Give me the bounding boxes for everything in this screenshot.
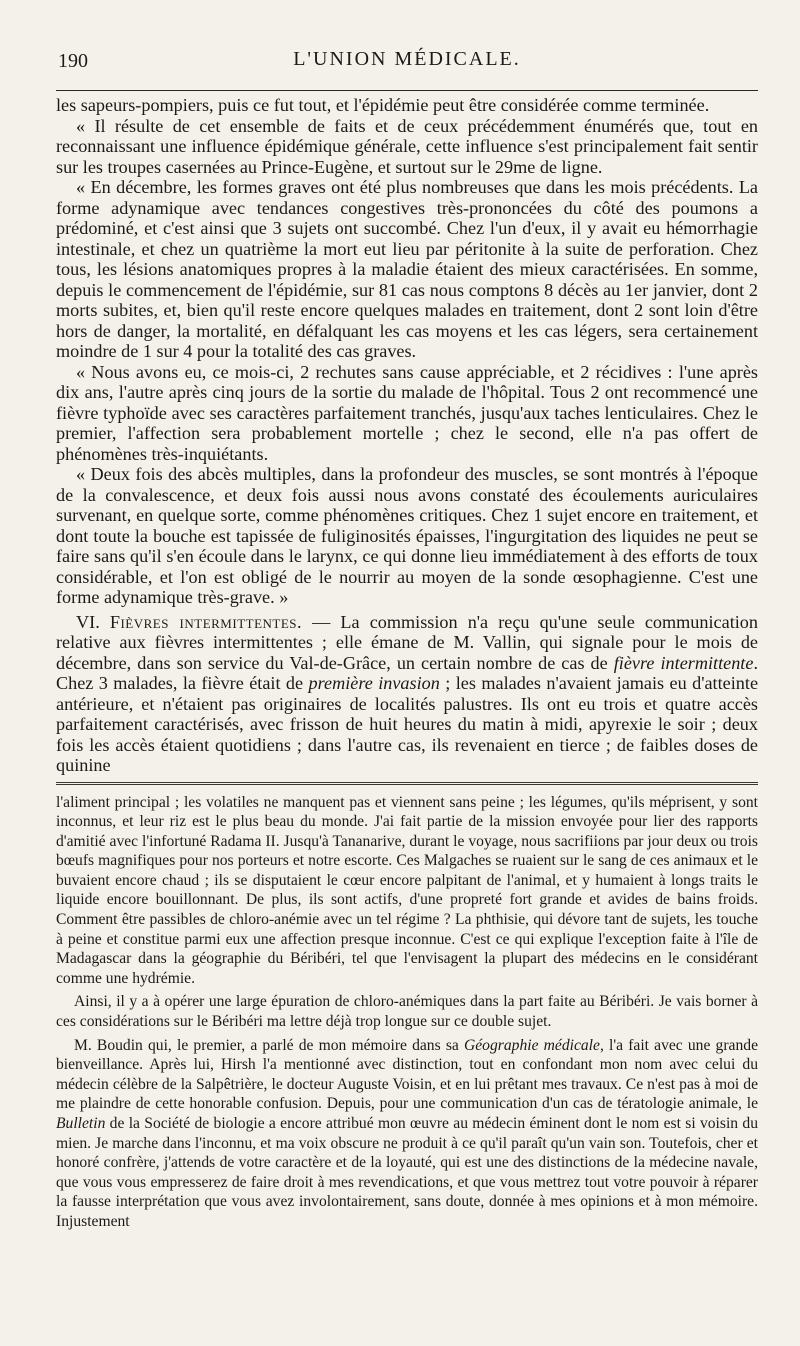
paragraph-2: « Il résulte de cet ensemble de faits et de ceux précédemment énumérés que, tout en reconnaissant une influence épidémique générale, cette influence s'est principalement fait sentir sur les troupes casernées au Prince-Eugène, et surtout sur le 29me de ligne. <box>56 115 758 177</box>
section-vi <box>56 612 758 776</box>
section-italic-1: fièvre intermittente <box>613 652 754 673</box>
footnote-rule <box>56 782 758 785</box>
paragraph-3: « En décembre, les formes graves ont été plus nombreuses que dans les mois précédents. La forme adynamique avec tendances congestives très-prononcées du côté des poumons a prédominé, et c'est ainsi que 3 sujets ont succombé. Chez l'un d'eux, il y avait eu hémorrhagie intestinale, et chez un quatrième la mort eut lieu par péritonite à la suite de perforation. Chez tous, les lésions anatomiques propres à la maladie étaient des mieux caractérisées. En somme, depuis le commencement de l'épidémie, sur 81 cas nous comptons 8 décès au 1er janvier, dont 2 morts subites, et, bien qu'il reste encore quelques malades en traitement, dont 2 sont loin d'être hors de danger, la mortalité, en défalquant les cas moyens et les cas légers, sera certainement moindre de 1 sur 4 pour la totalité des cas graves. <box>56 177 758 361</box>
paragraph-5: « Deux fois des abcès multiples, dans la profondeur des muscles, se sont montrés à l'époque de la convalescence, et deux fois aussi nous avons constaté des écoulements auriculaires survenant, en quelque sorte, comme phénomènes critiques. Chez 1 sujet encore en traitement, et dont toute la bouche est tapissée de fuliginosités épaisses, l'ingurgitation des liquides ne peut se faire sans qu'il s'en écoule dans le larynx, ce qui donne lieu immédiatement à des efforts de toux considérable, et l'on est obligé de le nourrir au moyen de la sonde œsophagienne. C'est une forme adynamique très-grave. » <box>56 464 758 607</box>
paragraph-4: « Nous avons eu, ce mois-ci, 2 rechutes sans cause appréciable, et 2 récidives : l'une après dix ans, l'autre après cinq jours de la sortie du malade de l'hôpital. Tous 2 ont recommencé une fièvre typhoïde avec ses caractères parfaitement tranchés, jusqu'aux taches lenticulaires. Chez le premier, l'affection sera probablement mortelle ; chez le second, elle n'a pas offert de phénomènes très-inquiétants. <box>56 361 758 464</box>
section-number: VI. <box>76 611 100 632</box>
footnote-paragraph-3 <box>56 1036 758 1232</box>
footnote-paragraph-2: Ainsi, il y a à opérer une large épuration de chloro-anémiques dans la part faite au Béribéri. Je vais borner à ces considérations sur le Béribéri ma lettre déjà trop longue sur ce double sujet. <box>56 993 758 1031</box>
running-title: L'UNION MÉDICALE. <box>293 48 521 70</box>
footnote-italic-2: Bulletin <box>56 1115 106 1132</box>
section-text-3: ; les malades n'avaient jamais eu d'atteinte antérieure, et n'étaient pas originaires de localités palustres. Ils ont eu trois et quatre accès parfaitement caractérisés, avec frisson de huit heures du matin à midi, apyrexie le soir ; deux fois les accès étaient quotidiens ; dans l'autre cas, ils revenaient en tierce ; de faibles doses de quinine <box>56 673 759 775</box>
footnotes <box>56 793 758 1232</box>
page-number: 190 <box>58 50 88 72</box>
section-text-2: . Chez 3 malades, la fièvre était de <box>56 652 758 693</box>
main-text <box>56 95 758 776</box>
footnote-paragraph-1: l'aliment principal ; les volatiles ne manquent pas et viennent sans peine ; les légumes, qu'ils méprisent, y sont inconnus, et leur riz est le plus beau du monde. J'ai fait partie de la mission envoyée pour lier des rapports d'amitié avec l'infortuné Radama II. Jusqu'à Tananarive, durant le voyage, nous sacrifiions par jour deux ou trois bœufs magnifiques pour nos porteurs et notre escorte. Ces Malgaches se ruaient sur le sang de ces animaux et le buvaient encore chaud ; ils se disputaient le cœur encore palpitant de l'animal, et y humaient à longs traits le liquide encore bouillonnant. De plus, ils sont actifs, d'une propreté fort grande et avides de bains froids. Comment être passibles de chloro-anémie avec un tel régime ? La phthisie, qui dévore tant de sujets, les touche à peine et constitue parmi eux une affection presque inconnue. C'est ce qui explique l'exception faite à l'île de Madagascar dans la géographie du Béribéri, tel que l'envisagent la plupart des médecins en le considérant comme une hydrémie. <box>56 793 758 987</box>
section-text-1: — La commission n'a reçu qu'une seule communication relative aux fièvres intermittentes ; elle émane de M. Vallin, qui signale pour le mois de décembre, dans son service du Val-de-Grâce, un certain nombre de cas de <box>56 611 758 673</box>
footnote-text-c: de la Société de biologie a encore attribué mon œuvre au médecin éminent dont le nom est si voisin du mien. Je marche dans l'inconnu, et ma voix obscure ne produit à ce qu'il paraît qu'un vain son. Toutefois, cher et honoré confrère, j'attends de votre caractère et de la loyauté, qui est une des distinctions de la médecine navale, que vous vous empresserez de faire droit à mes revendications, et que vous mettrez tout votre pouvoir à réparer la fausse interprétation que vous avez involontairement, sans doute, donnée à mes opinions et à mon mémoire. Injustement <box>56 1115 758 1230</box>
section-italic-2: première invasion <box>308 673 440 693</box>
section-title: Fièvres intermittentes. <box>109 611 303 632</box>
footnote-italic-1: Géographie médicale <box>464 1036 600 1054</box>
running-header <box>56 40 758 91</box>
footnote-text-a: M. Boudin qui, le premier, a parlé de mon mémoire dans sa <box>74 1036 464 1054</box>
paragraph-1: les sapeurs-pompiers, puis ce fut tout, et l'épidémie peut être considérée comme terminée. <box>56 95 710 115</box>
footnote-text-b: , l'a fait avec une grande bienveillance. Après lui, Hirsh l'a mentionné avec distinction, tout en confondant mon nom avec celui du médecin célèbre de la Salpêtrière, le docteur Auguste Voisin, et en lui prêtant mes travaux. Ce n'est pas à moi de me plaindre de cette honorable confusion. Depuis, pour une communication d'un cas de tératologie animale, le <box>56 1036 758 1113</box>
